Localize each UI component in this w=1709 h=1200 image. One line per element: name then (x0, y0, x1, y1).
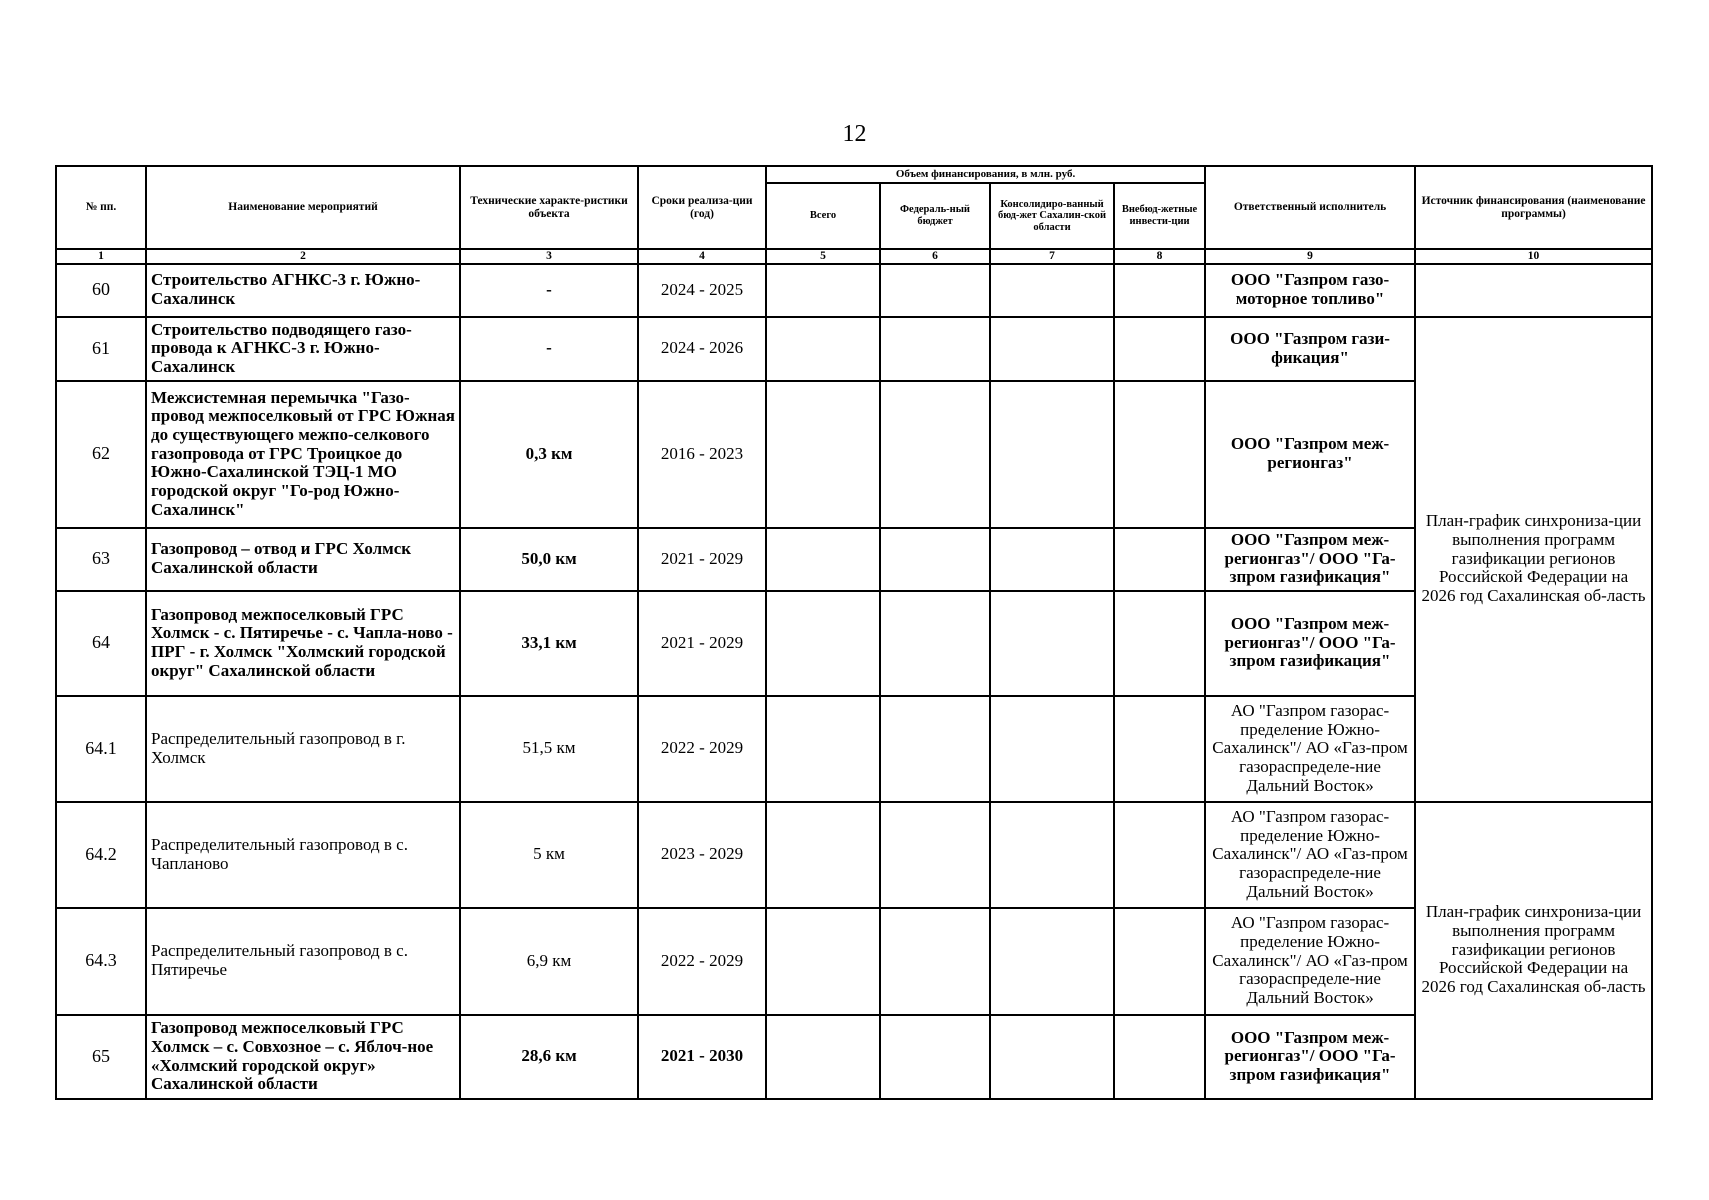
row-tech: 33,1 км (460, 591, 638, 696)
table-row (56, 908, 1652, 1015)
table-row (56, 696, 1652, 802)
row-total (766, 591, 880, 696)
financing-table (55, 165, 1653, 1100)
row-extrabudget (1114, 591, 1205, 696)
row-name: Газопровод межпоселковый ГРС Холмск - с. Пятиречье - с. Чапла-ново - ПРГ - г. Холмск "Холмский городской округ" Сахалинской области (146, 591, 460, 696)
row-tech: 6,9 км (460, 908, 638, 1015)
header-source: Источник финансирования (наименование программы) (1415, 166, 1652, 249)
row-consolidated (990, 317, 1114, 381)
row-executor: ООО "Газпром меж-регионгаз"/ ООО "Га-зпром газификация" (1205, 528, 1415, 591)
row-number: 62 (56, 381, 146, 528)
row-extrabudget (1114, 696, 1205, 802)
row-extrabudget (1114, 317, 1205, 381)
row-extrabudget (1114, 908, 1205, 1015)
source-program: План-график синхрониза-ции выполнения программ газификации регионов Российской Федерации на 2026 год Сахалинская об-ласть (1415, 802, 1652, 1099)
row-consolidated (990, 1015, 1114, 1099)
row-total (766, 908, 880, 1015)
header-tech: Технические характе-ристики объекта (460, 166, 638, 249)
row-number: 64.1 (56, 696, 146, 802)
row-number: 60 (56, 264, 146, 317)
row-executor: ООО "Газпром газо-моторное топливо" (1205, 264, 1415, 317)
column-number: 2 (146, 249, 460, 264)
row-name: Распределительный газопровод в с. Пятиречье (146, 908, 460, 1015)
column-number: 10 (1415, 249, 1652, 264)
row-tech: 51,5 км (460, 696, 638, 802)
column-number: 3 (460, 249, 638, 264)
row-consolidated (990, 591, 1114, 696)
header-financing: Объем финансирования, в млн. руб. (766, 166, 1205, 183)
header-extrabudget: Внебюд-жетные инвести-ции (1114, 183, 1205, 249)
column-number: 1 (56, 249, 146, 264)
row-total (766, 528, 880, 591)
table-row (56, 591, 1652, 696)
header-num: № пп. (56, 166, 146, 249)
row-executor: ООО "Газпром гази-фикация" (1205, 317, 1415, 381)
row-federal (880, 802, 990, 908)
row-terms: 2016 - 2023 (638, 381, 766, 528)
row-consolidated (990, 696, 1114, 802)
row-executor: АО "Газпром газорас-пределение Южно-Сахалинск"/ АО «Газ-пром газораспределе-ние Дальний Восток» (1205, 696, 1415, 802)
row-consolidated (990, 908, 1114, 1015)
table-row (56, 381, 1652, 528)
row-name: Распределительный газопровод в с. Чапланово (146, 802, 460, 908)
row-federal (880, 528, 990, 591)
row-extrabudget (1114, 381, 1205, 528)
table-row (56, 1015, 1652, 1099)
row-executor: ООО "Газпром меж-регионгаз" (1205, 381, 1415, 528)
row-extrabudget (1114, 802, 1205, 908)
row-federal (880, 696, 990, 802)
row-extrabudget (1114, 528, 1205, 591)
row-source (1415, 264, 1652, 317)
row-total (766, 381, 880, 528)
row-total (766, 317, 880, 381)
header-name: Наименование мероприятий (146, 166, 460, 249)
column-numbers-row (56, 249, 1652, 264)
row-federal (880, 908, 990, 1015)
row-executor: АО "Газпром газорас-пределение Южно-Сахалинск"/ АО «Газ-пром газораспределе-ние Дальний Восток» (1205, 802, 1415, 908)
table-row (56, 264, 1652, 317)
row-tech: 50,0 км (460, 528, 638, 591)
row-name: Распределительный газопровод в г. Холмск (146, 696, 460, 802)
row-terms: 2024 - 2026 (638, 317, 766, 381)
header-consolidated: Консолидиро-ванный бюд-жет Сахалин-ской области (990, 183, 1114, 249)
row-terms: 2022 - 2029 (638, 908, 766, 1015)
row-total (766, 802, 880, 908)
row-federal (880, 1015, 990, 1099)
row-tech: - (460, 264, 638, 317)
column-number: 7 (990, 249, 1114, 264)
row-terms: 2021 - 2029 (638, 591, 766, 696)
source-program: План-график синхрониза-ции выполнения программ газификации регионов Российской Федерации на 2026 год Сахалинская об-ласть (1415, 317, 1652, 802)
column-number: 6 (880, 249, 990, 264)
row-number: 63 (56, 528, 146, 591)
row-tech: 0,3 км (460, 381, 638, 528)
row-tech: 28,6 км (460, 1015, 638, 1099)
row-name: Строительство подводящего газо-провода к АГНКС-3 г. Южно-Сахалинск (146, 317, 460, 381)
row-consolidated (990, 802, 1114, 908)
column-number: 5 (766, 249, 880, 264)
row-total (766, 696, 880, 802)
row-federal (880, 381, 990, 528)
row-extrabudget (1114, 264, 1205, 317)
row-name: Газопровод – отвод и ГРС Холмск Сахалинской области (146, 528, 460, 591)
row-number: 61 (56, 317, 146, 381)
row-federal (880, 317, 990, 381)
row-name: Строительство АГНКС-3 г. Южно-Сахалинск (146, 264, 460, 317)
row-consolidated (990, 528, 1114, 591)
page-number: 12 (842, 121, 867, 147)
row-tech: - (460, 317, 638, 381)
row-extrabudget (1114, 1015, 1205, 1099)
header-executor: Ответственный исполнитель (1205, 166, 1415, 249)
row-terms: 2023 - 2029 (638, 802, 766, 908)
header-terms: Сроки реализа-ции (год) (638, 166, 766, 249)
row-number: 64.3 (56, 908, 146, 1015)
row-consolidated (990, 264, 1114, 317)
row-terms: 2022 - 2029 (638, 696, 766, 802)
row-terms: 2021 - 2029 (638, 528, 766, 591)
row-total (766, 1015, 880, 1099)
header-federal: Федераль-ный бюджет (880, 183, 990, 249)
column-number: 4 (638, 249, 766, 264)
table-row (56, 317, 1652, 381)
row-executor: АО "Газпром газорас-пределение Южно-Сахалинск"/ АО «Газ-пром газораспределе-ние Дальний Восток» (1205, 908, 1415, 1015)
row-terms: 2021 - 2030 (638, 1015, 766, 1099)
column-number: 8 (1114, 249, 1205, 264)
row-number: 64.2 (56, 802, 146, 908)
row-tech: 5 км (460, 802, 638, 908)
row-number: 64 (56, 591, 146, 696)
column-number: 9 (1205, 249, 1415, 264)
header-total: Всего (766, 183, 880, 249)
row-name: Газопровод межпоселковый ГРС Холмск – с. Совхозное – с. Яблоч-ное «Холмский городской округ» Сахалинской области (146, 1015, 460, 1099)
row-name: Межсистемная перемычка "Газо-провод межпоселковый от ГРС Южная до существующего межпо-селкового газопровода от ГРС Троицкое до Южно-Сахалинской ТЭЦ-1 МО городской округ "Го-род Южно-Сахалинск" (146, 381, 460, 528)
row-federal (880, 591, 990, 696)
row-number: 65 (56, 1015, 146, 1099)
row-executor: ООО "Газпром меж-регионгаз"/ ООО "Га-зпром газификация" (1205, 1015, 1415, 1099)
row-consolidated (990, 381, 1114, 528)
row-total (766, 264, 880, 317)
row-federal (880, 264, 990, 317)
row-terms: 2024 - 2025 (638, 264, 766, 317)
table-row (56, 528, 1652, 591)
table-row (56, 802, 1652, 908)
row-executor: ООО "Газпром меж-регионгаз"/ ООО "Га-зпром газификация" (1205, 591, 1415, 696)
